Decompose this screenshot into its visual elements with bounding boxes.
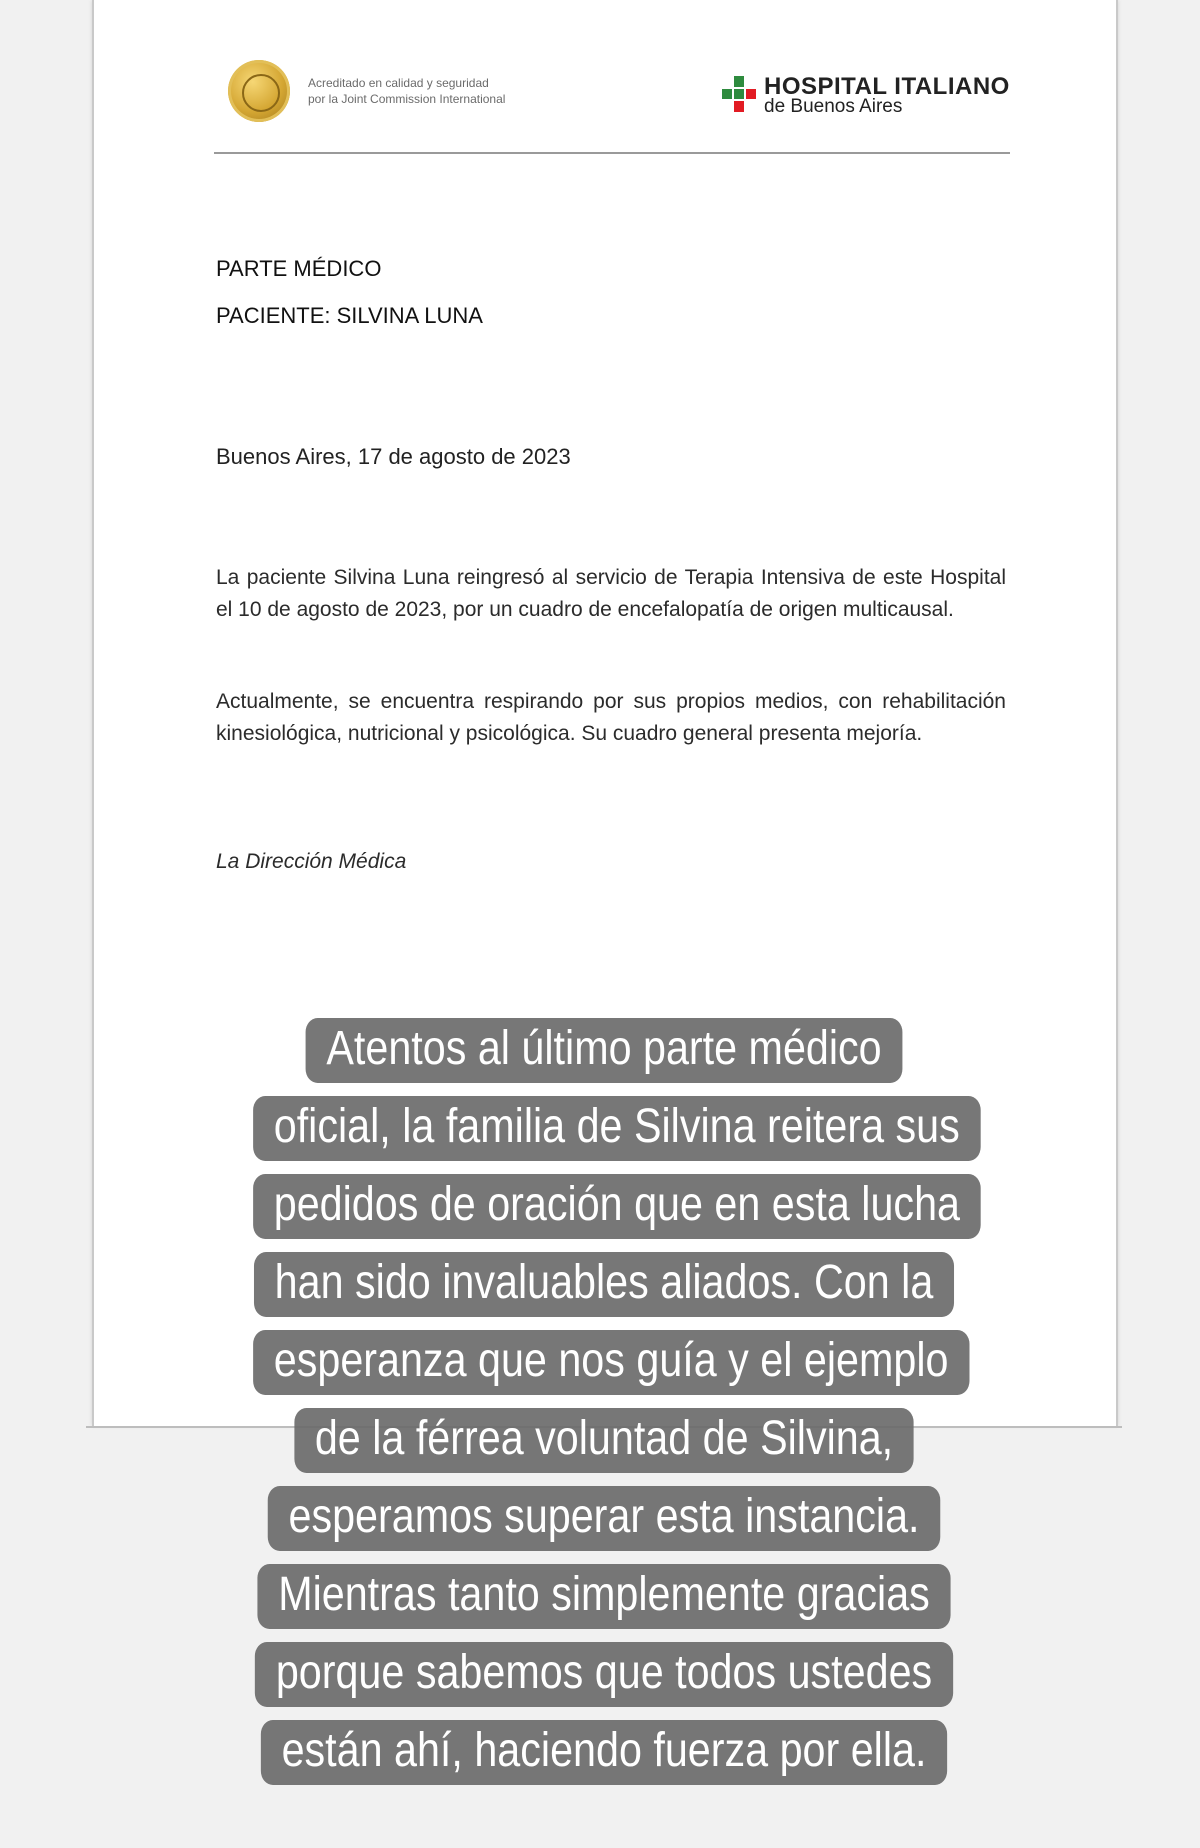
overlay-line: [253, 1244, 955, 1322]
overlay-line-text: están ahí, haciendo fuerza por ella.: [261, 1720, 947, 1785]
overlay-line: [253, 1478, 955, 1556]
accreditation-line-1: Acreditado en calidad y seguridad: [308, 76, 489, 90]
hospital-name: HOSPITAL ITALIANO: [764, 73, 1010, 100]
overlay-line-text: han sido invaluables aliados. Con la: [254, 1252, 954, 1317]
paragraph-2: Actualmente, se encuentra respirando por sus propios medios, con rehabilitación kinesiológica, nutricional y psicológica. Su cuadro general presenta mejoría.: [216, 690, 1006, 745]
overlay-line-text: Atentos al último parte médico: [306, 1018, 903, 1083]
overlay-line-text: de la férrea voluntad de Silvina,: [294, 1408, 914, 1473]
hospital-logo: [722, 74, 1022, 116]
overlay-line: [253, 1556, 955, 1634]
overlay-line-text: esperanza que nos guía y el ejemplo: [253, 1330, 969, 1395]
header-divider: [214, 152, 1010, 154]
joint-commission-seal-icon: [228, 60, 290, 122]
letterhead: [94, 0, 1116, 160]
story-text-overlay: [253, 1010, 960, 1790]
overlay-line: [253, 1712, 955, 1790]
overlay-line: [253, 1634, 955, 1712]
overlay-line: [253, 1088, 960, 1166]
document-type: PARTE MÉDICO: [216, 256, 382, 281]
hospital-subtitle: de Buenos Aires: [764, 96, 903, 117]
accreditation-text: [308, 75, 505, 107]
overlay-line: [253, 1400, 955, 1478]
overlay-line-text: porque sabemos que todos ustedes: [255, 1642, 953, 1707]
overlay-line: [253, 1166, 960, 1244]
overlay-line: [253, 1010, 955, 1088]
overlay-line-text: esperamos superar esta instancia.: [268, 1486, 940, 1551]
document-date: Buenos Aires, 17 de agosto de 2023: [216, 444, 571, 469]
signature: La Dirección Médica: [216, 850, 407, 873]
overlay-line-text: oficial, la familia de Silvina reitera sus: [253, 1096, 980, 1161]
paragraph-1: La paciente Silvina Luna reingresó al servicio de Terapia Intensiva de este Hospital el 10 de agosto de 2023, por un cuadro de encefalopatía de origen multicausal.: [216, 566, 1006, 621]
overlay-line-text: pedidos de oración que en esta lucha: [253, 1174, 981, 1239]
overlay-line: [253, 1322, 955, 1400]
overlay-line-text: Mientras tanto simplemente gracias: [258, 1564, 951, 1629]
patient-name: PACIENTE: SILVINA LUNA: [216, 303, 483, 328]
hospital-cross-icon: [722, 76, 756, 112]
accreditation-line-2: por la Joint Commission International: [308, 92, 506, 106]
